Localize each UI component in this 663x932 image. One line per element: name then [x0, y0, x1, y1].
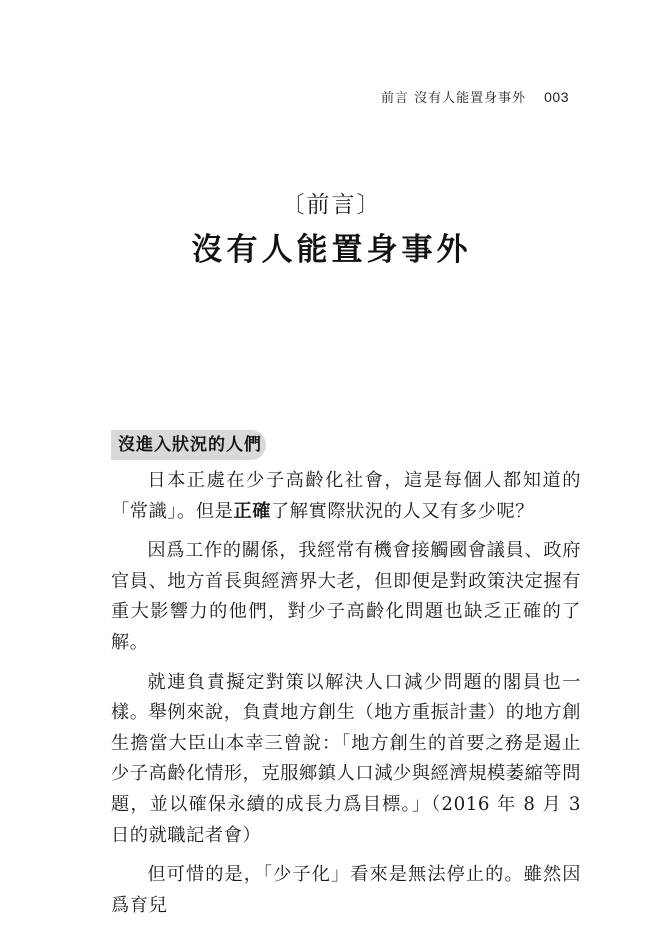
paragraph-2: 因爲工作的關係，我經常有機會接觸國會議員、政府官員、地方首長與經濟界大老，但即便是對政策決定握有重大影響力的他們，對少子高齡化問題也缺乏正確的了解。 — [111, 540, 581, 653]
body-text — [111, 466, 581, 921]
paragraph-1-text-before: 日本正處在少子高齡化社會，這是每個人都知道的「常識」。但是 — [111, 470, 581, 522]
chapter-label: 〔前言〕 — [281, 192, 382, 218]
paragraph-4: 但可惜的是，「少子化」看來是無法停止的。雖然因爲育兒 — [111, 864, 581, 916]
chapter-title: 沒有人能置身事外 — [191, 232, 472, 268]
paragraph-1-emphasis: 正確 — [233, 500, 271, 522]
paragraph-3: 就連負責擬定對策以解決人口減少問題的閣員也一樣。舉例來說，負責地方創生（地方重振計畫）的地方創生擔當大臣山本幸三曾說：「地方創生的首要之務是遏止少子高齡化情形，克服鄉鎮人口減少與經濟規模萎縮等問題，並以確保永續的成長力爲目標。」（2016 年 8 月 3 日的就職記者會） — [111, 671, 581, 846]
paragraph-1 — [111, 466, 581, 527]
section-heading: 沒進入狀況的人們 — [111, 430, 266, 460]
page-number: 003 — [544, 89, 569, 105]
paragraph-1-text-after: 了解實際狀況的人又有多少呢？ — [271, 500, 535, 522]
running-title: 前言 沒有人能置身事外 — [381, 91, 527, 106]
running-header — [381, 87, 569, 106]
